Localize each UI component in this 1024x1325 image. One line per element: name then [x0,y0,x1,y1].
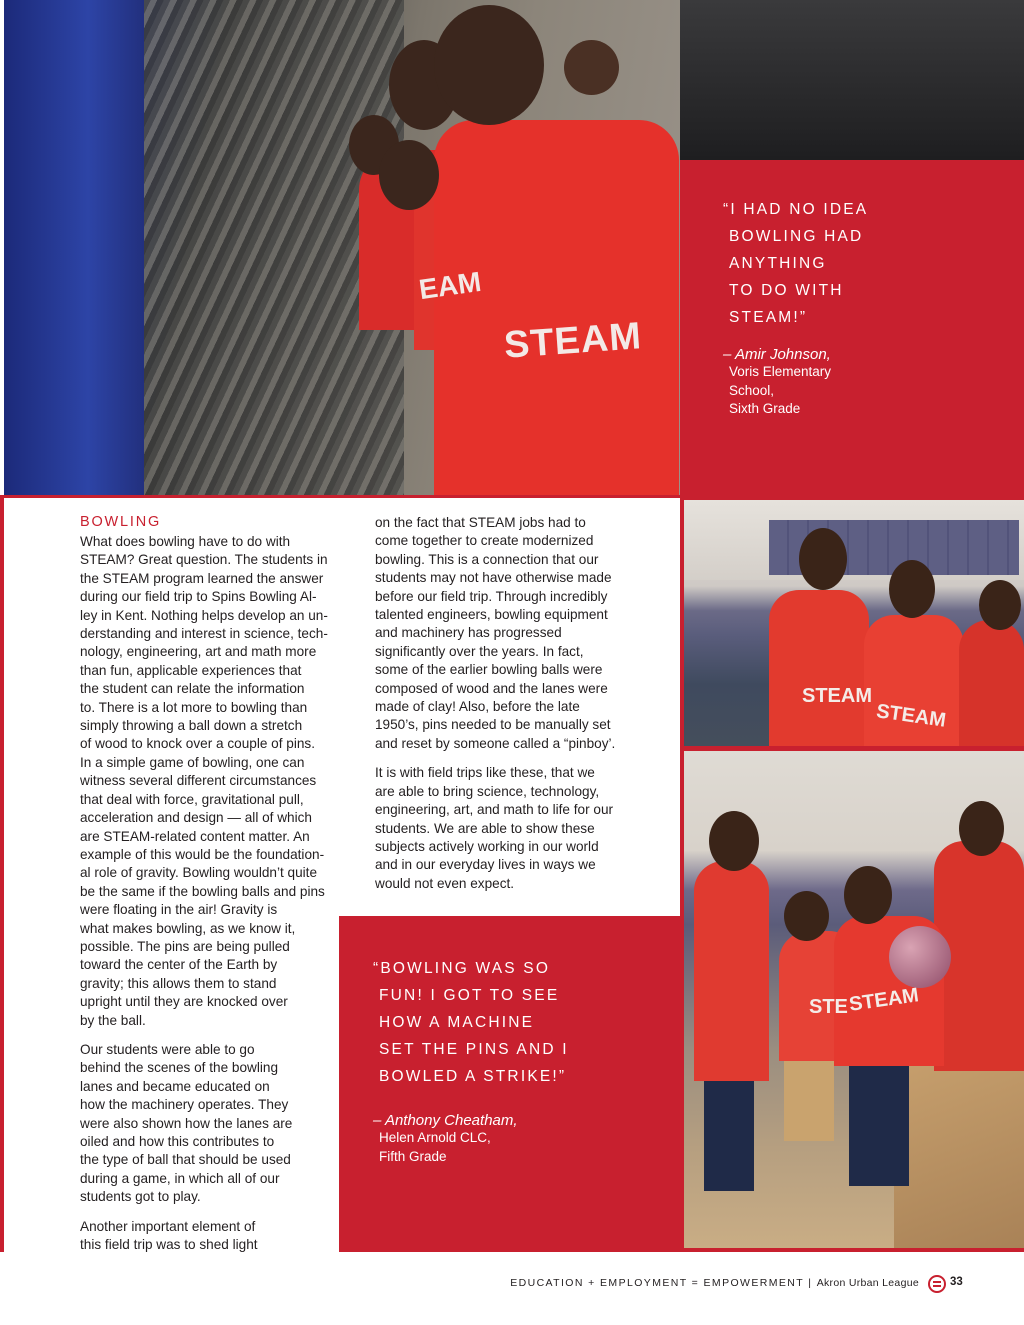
text-line: possible. The pins are being pulled [80,938,290,954]
text-line: behind the scenes of the bowling [80,1060,279,1076]
footer-organization: Akron Urban League [816,1277,919,1289]
text-line: In a simple game of bowling, one can [80,754,305,770]
quote-line: “I HAD NO IDEA [723,201,869,218]
text-line: engineering, art, and math to life for our [375,802,614,818]
student-shirt [694,861,769,1081]
quote-author-detail: Fifth Grade [379,1148,447,1164]
frame-line-divider [4,495,680,498]
quote-line: FUN! I GOT TO SEE [379,987,560,1004]
text-line: example of this would be the foundation- [80,846,325,862]
article-column-1 [80,533,354,1265]
article-paragraph [80,1218,354,1255]
article-paragraph [80,1041,354,1207]
bowling-lane [894,1061,1024,1248]
quote-author-name: – Amir Johnson, [723,346,831,363]
bowling-ball [889,926,951,988]
text-line: derstanding and interest in science, tech- [80,626,328,642]
text-line: bowling. This is a connection that our [375,551,599,567]
text-line: gravity; this allows them to stand [80,975,277,991]
page-number: 33 [950,1276,963,1288]
text-line: would not even expect. [375,875,515,891]
text-line: 1950’s, pins needed to be manually set [375,717,611,733]
shirt-print-text: STEAM [802,685,872,707]
article-paragraph [80,533,354,1030]
footer-tagline-text: EDUCATION + EMPLOYMENT = EMPOWERMENT [510,1277,804,1289]
student-legs [704,1081,754,1191]
text-line: composed of wood and the lanes were [375,680,608,696]
text-line: be the same if the bowling balls and pins [80,883,325,899]
text-line: upright until they are knocked over [80,994,288,1010]
quote-amir-attribution [723,346,831,419]
quote-author-detail: School, [729,382,775,398]
text-line: this field trip was to shed light [80,1237,258,1253]
shirt-print-text: EAM [417,265,484,306]
text-line: significantly over the years. In fact, [375,643,584,659]
blue-machine-panel [4,0,144,495]
student-head [709,811,759,871]
shirt-print-text: STEAM [847,984,921,1016]
student-legs [849,1066,909,1186]
text-line: simply throwing a ball down a stretch [80,718,303,734]
text-line: to. There is a lot more to bowling than [80,699,308,715]
text-line: oiled and how this contributes to [80,1134,275,1149]
text-line: lanes and became educated on [80,1078,270,1094]
text-line: made of clay! Also, before the late [375,699,580,715]
quote-author-detail: Sixth Grade [729,401,801,416]
text-line: STEAM? Great question. The students in [80,552,328,568]
quote-author-name: – Anthony Cheatham, [373,1112,518,1129]
quote-author-detail: Voris Elementary [729,364,832,379]
text-line: Another important element of [80,1218,256,1234]
quote-line: HOW A MACHINE [379,1014,535,1031]
quote-amir-text [723,196,1003,331]
shirt-print-text: STEAM [502,315,644,367]
footer-separator: | [808,1277,813,1289]
text-line: the student can relate the information [80,681,305,697]
student-head [889,560,935,618]
article-paragraph [375,764,665,893]
text-line: of wood to knock over a couple of pins. [80,736,316,752]
quote-anthony-text [373,955,663,1090]
text-line: Our students were able to go [80,1041,255,1057]
text-line: are able to bring science, technology, [375,783,600,799]
text-line: during a game, in which all of our [80,1170,280,1186]
text-line: witness several different circumstances [80,773,317,789]
text-line: on the fact that STEAM jobs had to [375,515,586,530]
quote-line: TO DO WITH [729,282,844,299]
text-line: talented engineers, bowling equipment [375,607,608,623]
quote-line: SET THE PINS AND I [379,1041,569,1058]
text-line: students may not have otherwise made [375,570,612,586]
photo-students-at-pinsetter [4,0,680,495]
equals-circle-icon [928,1275,946,1293]
text-line: the type of ball that should be used [80,1152,291,1168]
quote-line: BOWLED A STRIKE!” [379,1068,567,1085]
text-line: nology, engineering, art and math more [80,644,317,660]
student-head [379,140,439,210]
photo-students-posing-lockers [684,500,1024,746]
student-head [979,580,1021,630]
text-line: how the machinery operates. They [80,1097,289,1113]
student-head [959,801,1004,856]
quote-line: BOWLING HAD [729,228,864,245]
text-line: subjects actively working in our world [375,838,599,854]
text-line: come together to create modernized [375,533,594,549]
shirt-print-text: STEAM [874,700,948,732]
student-head [844,866,892,924]
student-shirt [434,120,679,495]
quote-line: STEAM!” [729,309,808,326]
text-line: during our field trip to Spins Bowling Al- [80,589,317,605]
quote-line: ANYTHING [729,255,827,272]
student-legs [784,1061,834,1141]
text-line: ley in Kent. Nothing helps develop an un- [80,607,328,623]
text-line: and machinery has progressed [375,625,562,641]
footer-tagline [510,1277,919,1289]
text-line: were floating in the air! Gravity is [80,902,278,918]
text-line: what makes bowling, as we know it, [80,920,296,936]
text-line: and in our everyday lives in ways we [375,857,596,873]
text-line: What does bowling have to do with [80,534,291,549]
text-line: some of the earlier bowling balls were [375,662,603,678]
text-line: the STEAM program learned the answer [80,570,324,586]
quote-anthony-attribution [373,1112,518,1166]
text-line: toward the center of the Earth by [80,957,278,973]
section-heading: BOWLING [80,514,162,530]
text-line: students got to play. [80,1189,201,1205]
article-paragraph [375,514,665,753]
student-head [434,5,544,125]
student-head [784,891,829,941]
student-shirt [769,590,869,746]
text-line: were also shown how the lanes are [80,1115,293,1131]
article-column-2 [375,514,665,904]
text-line: before our field trip. Through incredibly [375,588,608,604]
text-line: by the ball. [80,1012,146,1028]
page-footer [0,1272,1024,1296]
text-line: are STEAM-related content matter. An [80,828,310,844]
student-shirt [959,620,1024,746]
dark-header-band [680,0,1024,160]
shirt-print-text: STE [809,996,848,1018]
frame-line-left [0,495,4,1252]
text-line: It is with field trips like these, that we [375,765,595,781]
text-line: that deal with force, gravitational pull, [80,791,304,807]
quote-line: “BOWLING WAS SO [373,960,551,977]
text-line: acceleration and design — all of which [80,810,312,826]
student-head [564,40,619,95]
text-line: and reset by someone called a “pinboy’. [375,735,616,751]
student-head [799,528,847,590]
quote-author-detail: Helen Arnold CLC, [379,1130,491,1145]
photo-students-with-bowling-ball [684,751,1024,1248]
text-line: al role of gravity. Bowling wouldn’t quite [80,865,318,881]
text-line: than fun, applicable experiences that [80,662,302,678]
text-line: students. We are able to show these [375,820,595,836]
